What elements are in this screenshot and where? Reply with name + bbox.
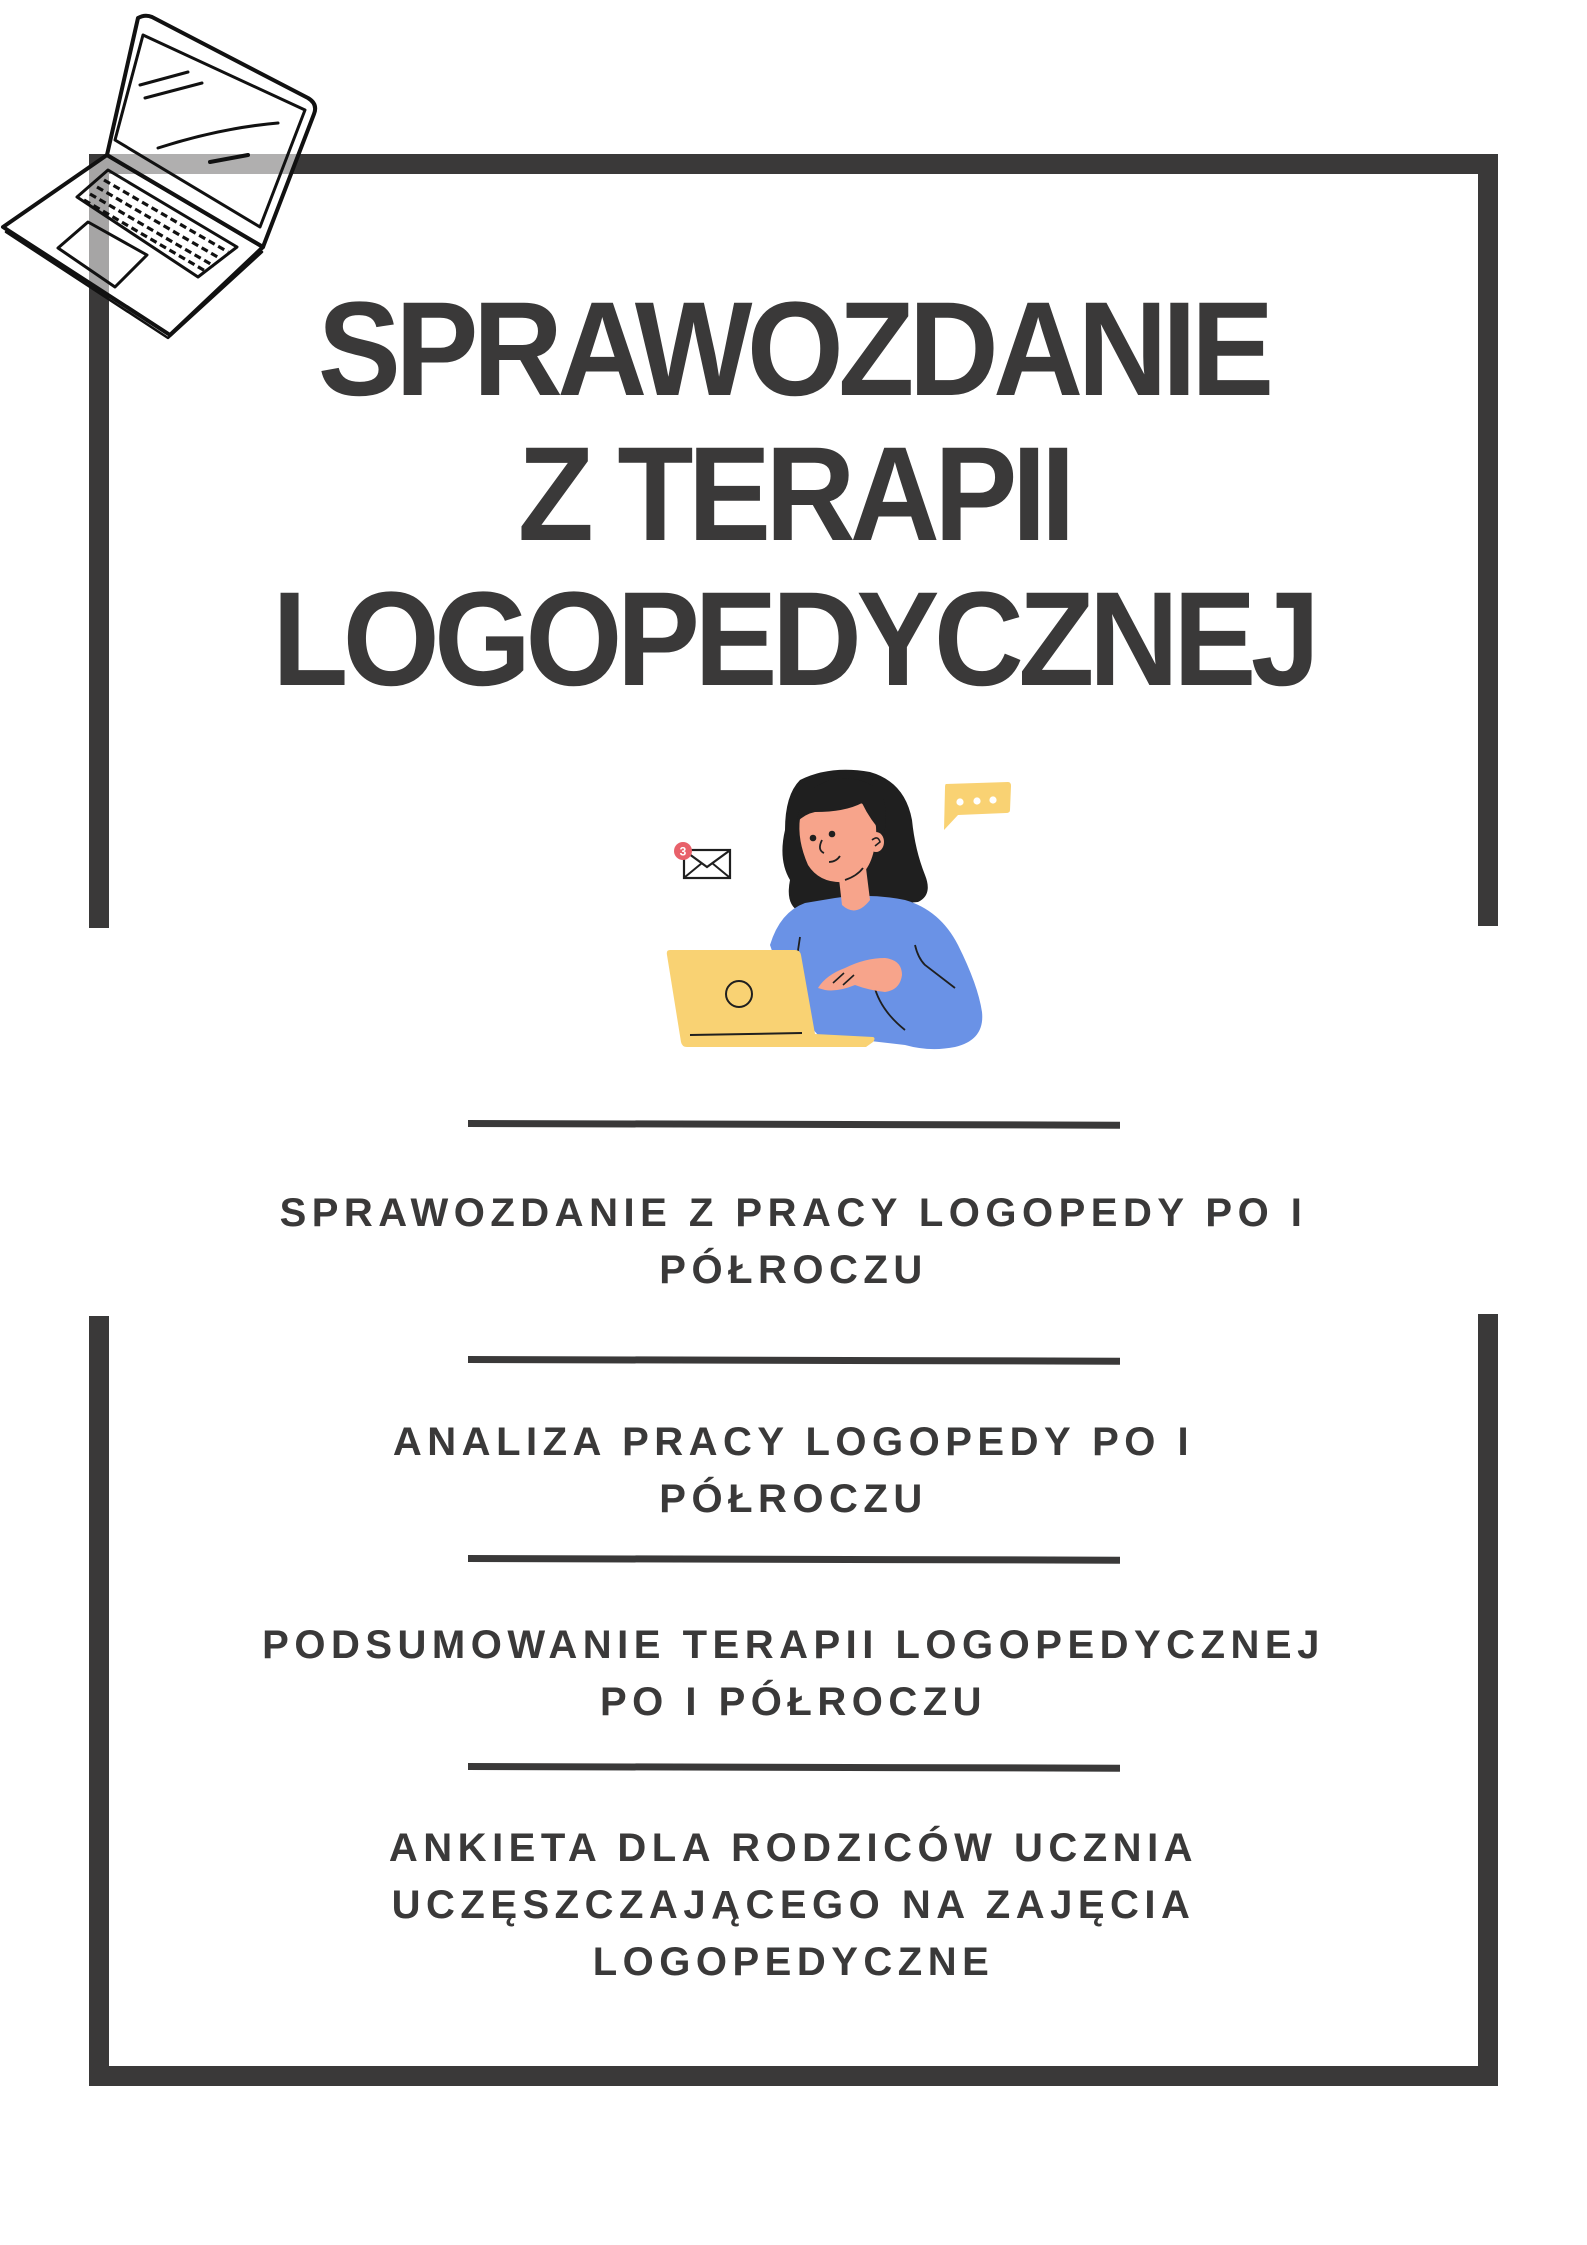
section-analysis-link[interactable] [0,1414,1587,1528]
woman-at-laptop-illustration [660,770,1000,1060]
section-summary-line-2: PO I PÓŁROCZU [599,1680,988,1724]
section-analysis-line-2: PÓŁROCZU [659,1477,928,1521]
section-report-link[interactable] [0,1185,1587,1299]
section-survey-line-3: LOGOPEDYCZNE [592,1940,995,1984]
page-title-line-1: SPRAWOZDANIE [318,275,1269,424]
section-report-line-1: SPRAWOZDANIE Z PRACY LOGOPEDY PO I [279,1191,1308,1235]
section-summary-link[interactable] [0,1617,1587,1731]
divider-3 [468,1555,1120,1564]
page-title-line-2: Z TERAPII [517,420,1070,569]
mail-badge-count: 3 [679,844,687,859]
section-analysis-line-1: ANALIZA PRACY LOGOPEDY PO I [392,1420,1195,1464]
section-report-line-2: PÓŁROCZU [659,1248,928,1292]
envelope-icon [674,842,730,878]
section-survey-line-1: ANKIETA DLA RODZICÓW UCZNIA [388,1826,1199,1870]
divider-1 [468,1120,1120,1129]
section-survey-line-2: UCZĘSZCZAJĄCEGO NA ZAJĘCIA [391,1883,1196,1927]
speech-bubble-icon [944,782,1011,830]
divider-2 [468,1356,1120,1365]
frame-bottom [89,2066,1498,2086]
page-title-line-3: LOGOPEDYCZNEJ [272,565,1315,714]
divider-4 [468,1763,1120,1772]
section-summary-line-1: PODSUMOWANIE TERAPII LOGOPEDYCZNEJ [262,1623,1325,1667]
section-survey-link[interactable] [0,1820,1587,1991]
